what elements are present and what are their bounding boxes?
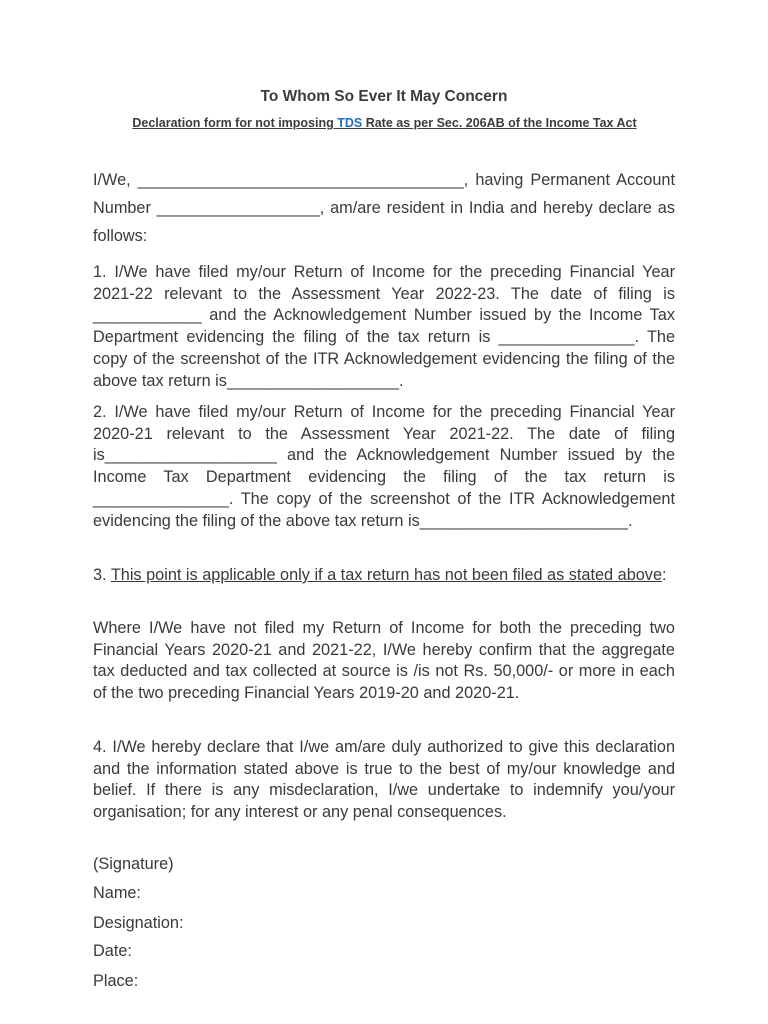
paragraph-3-colon: : — [662, 566, 667, 584]
name-label: Name: — [93, 884, 141, 902]
paragraph-3-number: 3. — [93, 566, 111, 584]
document-subtitle — [93, 116, 676, 130]
date-label: Date: — [93, 942, 132, 960]
paragraph-3-body: Where I/We have not filed my Return of Income for both the preceding two Financial Years 2020-21 and 2021-22, I/We hereby confirm that the aggregate tax deducted and tax collected at source is /is not Rs. 50,000/- or more in each of the two preceding Financial Years 2019-20 and 2020-21. — [93, 619, 675, 703]
designation-label: Designation: — [93, 914, 184, 932]
place-label: Place: — [93, 972, 139, 990]
paragraph-4: 4. I/We hereby declare that I/we am/are duly authorized to give this declaration and the information stated above is true to the best of my/our knowledge and belief. If there is any misdeclaration, I/we undertake to indemnify you/your organisation; for any interest or any penal consequences. — [93, 738, 675, 822]
signature-label: (Signature) — [93, 855, 174, 873]
paragraph-3-heading — [93, 565, 675, 587]
tds-link[interactable]: TDS — [337, 116, 363, 130]
subtitle-text-after: Rate as per Sec. 206AB of the Income Tax Act — [362, 116, 637, 130]
paragraph-1: 1. I/We have filed my/our Return of Income for the preceding Financial Year 2021-22 relevant to the Assessment Year 2022-23. The date of filing is ____________ and the Acknowledgement Number issued by the Income Tax Department evidencing the filing of the tax return is _______________. The copy of the screenshot of the ITR Acknowledgement evidencing the filing of the above tax return is___________________. — [93, 263, 675, 390]
paragraph-2: 2. I/We have filed my/our Return of Income for the preceding Financial Year 2020-21 relevant to the Assessment Year 2021-22. The date of filing is___________________ and the Acknowledgement Number issued by the Income Tax Department evidencing the filing of the tax return is _______________. The copy of the screenshot of the ITR Acknowledgement evidencing the filing of the above tax return is_______________________. — [93, 403, 675, 530]
subtitle-text-before: Declaration form for not imposing — [132, 116, 338, 130]
document-title: To Whom So Ever It May Concern — [260, 88, 508, 105]
paragraph-3-condition: This point is applicable only if a tax return has not been filed as stated above — [110, 566, 662, 584]
declarant-intro: I/We, ____________________________________, having Permanent Account Number __________________, am/are resident in India and hereby declare as follows: — [93, 171, 675, 245]
